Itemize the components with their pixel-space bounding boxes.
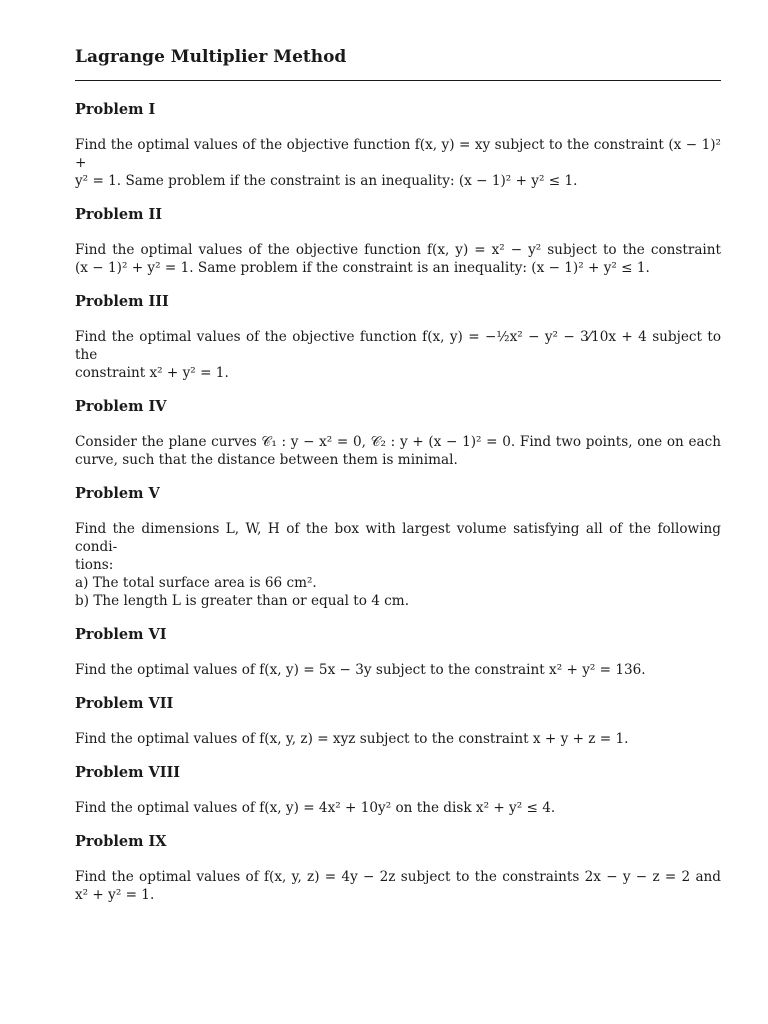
problem-3	[75, 293, 721, 382]
problem-line: curve, such that the distance between them is minimal.	[75, 452, 458, 468]
problem-text	[75, 868, 721, 904]
problem-heading: Problem IX	[75, 833, 167, 850]
problem-8	[75, 764, 721, 817]
problem-heading: Problem III	[75, 293, 169, 310]
problem-text	[75, 241, 721, 277]
problem-text	[75, 520, 721, 610]
problem-line: Consider the plane curves 𝒞₁ : y − x² = 0, 𝒞₂ : y + (x − 1)² = 0. Find two points, one on each	[75, 434, 721, 450]
problem-line: Find the optimal values of f(x, y, z) = 4y − 2z subject to the constraints 2x − y − z = 2 and	[75, 869, 721, 885]
problem-line: Find the optimal values of the objective function f(x, y) = xy subject to the constraint (x − 1)² +	[75, 137, 721, 171]
problem-text	[75, 433, 721, 469]
problem-heading: Problem IV	[75, 398, 167, 415]
problem-heading: Problem VI	[75, 626, 167, 643]
problem-line: Find the optimal values of f(x, y, z) = xyz subject to the constraint x + y + z = 1.	[75, 731, 629, 747]
problem-7	[75, 695, 721, 748]
problem-line: Find the dimensions L, W, H of the box with largest volume satisfying all of the following condi-	[75, 521, 721, 555]
problem-line: a) The total surface area is 66 cm².	[75, 575, 317, 591]
problem-text	[75, 730, 721, 748]
problem-line: b) The length L is greater than or equal to 4 cm.	[75, 593, 410, 609]
problem-2	[75, 206, 721, 277]
problem-line: (x − 1)² + y² = 1. Same problem if the constraint is an inequality: (x − 1)² + y² ≤ 1.	[75, 260, 650, 276]
problem-line: Find the optimal values of f(x, y) = 5x − 3y subject to the constraint x² + y² = 136.	[75, 662, 646, 678]
problem-line: constraint x² + y² = 1.	[75, 365, 229, 381]
problem-line: Find the optimal values of the objective function f(x, y) = x² − y² subject to the constraint	[75, 242, 721, 258]
problem-4	[75, 398, 721, 469]
problem-6	[75, 626, 721, 679]
problem-line: x² + y² = 1.	[75, 887, 155, 903]
problem-text	[75, 799, 721, 817]
problem-text	[75, 136, 721, 190]
problem-heading: Problem VII	[75, 695, 174, 712]
problem-9	[75, 833, 721, 904]
document-title: Lagrange Multiplier Method	[75, 47, 347, 67]
problem-line: Find the optimal values of f(x, y) = 4x² + 10y² on the disk x² + y² ≤ 4.	[75, 800, 556, 816]
problem-text	[75, 328, 721, 382]
problem-1	[75, 101, 721, 190]
problem-heading: Problem I	[75, 101, 156, 118]
problem-heading: Problem V	[75, 485, 160, 502]
problem-text	[75, 661, 721, 679]
title-rule	[75, 80, 721, 81]
problem-line: y² = 1. Same problem if the constraint is an inequality: (x − 1)² + y² ≤ 1.	[75, 173, 578, 189]
problem-line: tions:	[75, 557, 114, 573]
problem-heading: Problem VIII	[75, 764, 181, 781]
problem-5	[75, 485, 721, 610]
problem-heading: Problem II	[75, 206, 163, 223]
problem-line: Find the optimal values of the objective function f(x, y) = −½x² − y² − 3⁄10x + 4 subject to the	[75, 329, 721, 363]
